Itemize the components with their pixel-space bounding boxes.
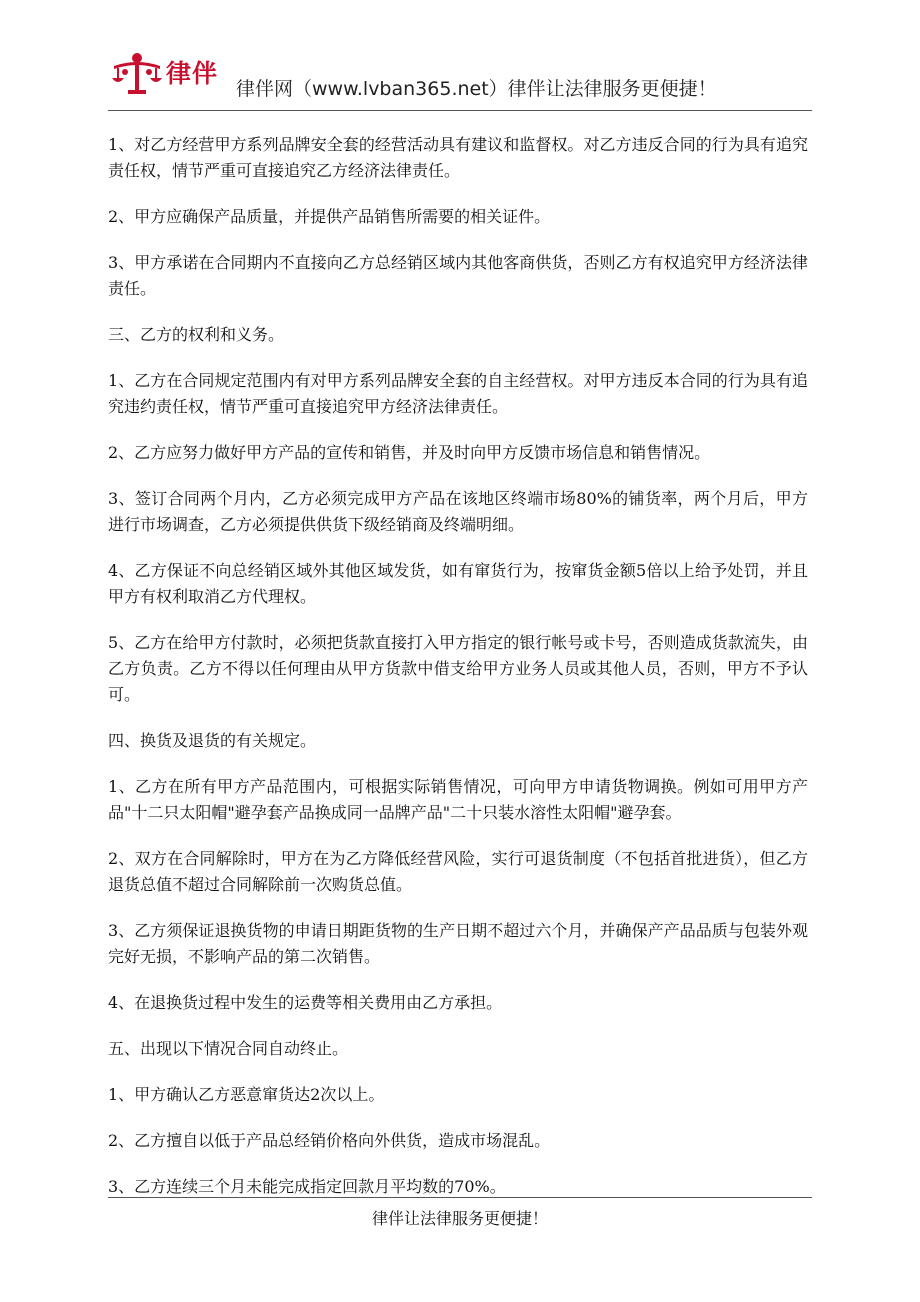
paragraph: 2、乙方应努力做好甲方产品的宣传和销售，并及时向甲方反馈市场信息和销售情况。	[108, 443, 711, 462]
paragraph: 5、乙方在给甲方付款时，必须把货款直接打入甲方指定的银行帐号或卡号，否则造成货款流失，由乙方负责。乙方不得以任何理由从甲方货款中借支给甲方业务人员或其他人员，否则，甲方不予认可。	[108, 633, 808, 704]
page-header	[108, 48, 812, 108]
paragraph: 1、对乙方经营甲方系列品牌安全套的经营活动具有建议和监督权。对乙方违反合同的行为具有追究责任权，情节严重可直接追究乙方经济法律责任。	[108, 135, 808, 180]
paragraph: 2、甲方应确保产品质量，并提供产品销售所需要的相关证件。	[108, 207, 551, 226]
section-heading: 五、出现以下情况合同自动终止。	[108, 1039, 349, 1058]
paragraph: 2、乙方擅自以低于产品总经销价格向外供货，造成市场混乱。	[108, 1131, 551, 1150]
paragraph: 4、在退换货过程中发生的运费等相关费用由乙方承担。	[108, 993, 503, 1012]
paragraph: 4、乙方保证不向总经销区域外其他区域发货，如有窜货行为，按窜货金额5倍以上给予处罚，并且甲方有权利取消乙方代理权。	[108, 561, 808, 606]
paragraph: 3、甲方承诺在合同期内不直接向乙方总经销区域内其他客商供货，否则乙方有权追究甲方经济法律责任。	[108, 253, 808, 298]
logo-text: 律伴	[166, 59, 219, 88]
paragraph: 1、乙方在所有甲方产品范围内，可根据实际销售情况，可向甲方申请货物调换。例如可用甲方产品"十二只太阳帽"避孕套产品换成同一品牌产品"二十只装水溶性太阳帽"避孕套。	[108, 777, 808, 822]
paragraph: 3、乙方须保证退换货物的申请日期距货物的生产日期不超过六个月，并确保产产品品质与包装外观完好无损，不影响产品的第二次销售。	[108, 921, 808, 966]
header-divider	[108, 110, 812, 111]
paragraph: 2、双方在合同解除时，甲方在为乙方降低经营风险，实行可退货制度（不包括首批进货），但乙方退货总值不超过合同解除前一次购货总值。	[108, 849, 808, 894]
document-body	[108, 132, 808, 1200]
page-footer: 律伴让法律服务更便捷！	[371, 1209, 548, 1228]
paragraph: 1、乙方在合同规定范围内有对甲方系列品牌安全套的自主经营权。对甲方违反本合同的行为具有追究违约责任权，情节严重可直接追究甲方经济法律责任。	[108, 371, 808, 416]
header-tagline: 律伴网（www.lvban365.net）律伴让法律服务更便捷！	[236, 78, 717, 100]
lvban-logo	[108, 48, 228, 100]
section-heading: 四、换货及退货的有关规定。	[108, 731, 317, 750]
scales-of-justice-icon	[108, 48, 166, 100]
footer-divider	[108, 1197, 812, 1198]
paragraph: 3、签订合同两个月内，乙方必须完成甲方产品在该地区终端市场80%的铺货率，两个月后，甲方进行市场调查，乙方必须提供供货下级经销商及终端明细。	[108, 489, 808, 534]
paragraph: 3、乙方连续三个月未能完成指定回款月平均数的70%。	[108, 1177, 506, 1196]
paragraph: 1、甲方确认乙方恶意窜货达2次以上。	[108, 1085, 385, 1104]
section-heading: 三、乙方的权利和义务。	[108, 325, 285, 344]
